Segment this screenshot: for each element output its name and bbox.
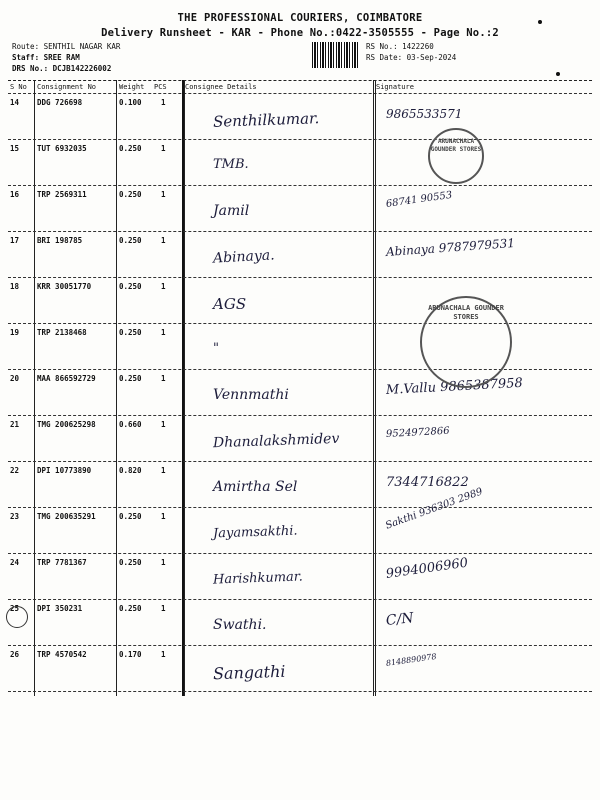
row-weight: 0.250	[119, 558, 142, 567]
row-consignee-handwriting: Jamil	[213, 203, 250, 219]
row-divider	[8, 185, 592, 186]
row-sno: 16	[10, 190, 20, 199]
row-weight: 0.250	[119, 190, 142, 199]
col-divider	[116, 80, 117, 696]
row-pcs: 1	[161, 144, 166, 153]
col-consignment: Consignment No	[37, 83, 97, 91]
row-signature: 9865533571	[386, 107, 463, 121]
row-consignment-no: TMG 200625298	[37, 420, 96, 429]
col-signature: Signature	[376, 83, 414, 91]
row-consignment-no: KRR 30051770	[37, 282, 92, 291]
row-consignment-no: DPI 10773890	[37, 466, 92, 475]
rs-no-text: RS No.: 1422260	[366, 42, 434, 51]
row-weight: 0.250	[119, 282, 142, 291]
row-pcs: 1	[161, 558, 166, 567]
row-consignee-handwriting: Amirtha Sel	[213, 479, 298, 495]
row-divider	[8, 553, 592, 554]
row-consignment-no: TMG 200635291	[37, 512, 96, 521]
row-weight: 0.250	[119, 374, 142, 383]
row-consignment-no: TRP 2569311	[37, 190, 87, 199]
row-pcs: 1	[161, 604, 166, 613]
col-divider	[375, 80, 376, 696]
row-consignment-no: TRP 2138468	[37, 328, 87, 337]
table-top-rule	[8, 80, 592, 81]
header-rule	[8, 93, 592, 94]
row-signature: 9994006960	[384, 555, 469, 582]
row-sno: 20	[10, 374, 20, 383]
row-25-circle-mark	[6, 606, 28, 628]
store-stamp	[420, 296, 512, 388]
staff-text: Staff: SREE RAM	[12, 53, 80, 62]
row-pcs: 1	[161, 420, 166, 429]
row-signature: 7344716822	[386, 475, 469, 490]
row-signature: 8148890978	[385, 651, 438, 668]
row-pcs: 1	[161, 190, 166, 199]
col-divider	[373, 80, 374, 696]
row-weight: 0.250	[119, 236, 142, 245]
row-signature: Abinaya 9787979531	[385, 236, 516, 259]
col-weight: Weight	[119, 83, 145, 91]
row-consignee-handwriting: Senthilkumar.	[212, 109, 320, 131]
row-signature: Sakthi 936303 2989	[384, 486, 485, 532]
row-sno: 24	[10, 558, 20, 567]
row-sno: 23	[10, 512, 20, 521]
drs-text: DRS No.: DCJB142226002	[12, 64, 112, 73]
col-sno: S No	[10, 83, 27, 91]
scan-dot	[556, 72, 560, 76]
row-divider	[8, 691, 592, 692]
row-sno: 17	[10, 236, 20, 245]
runsheet-table	[8, 80, 592, 696]
row-divider	[8, 599, 592, 600]
row-divider	[8, 461, 592, 462]
col-divider	[34, 80, 35, 696]
barcode	[312, 42, 360, 68]
row-weight: 0.820	[119, 466, 142, 475]
row-consignee-handwriting: Jayamsakthi.	[212, 523, 298, 542]
row-sno: 18	[10, 282, 20, 291]
row-sno: 15	[10, 144, 20, 153]
row-weight: 0.250	[119, 512, 142, 521]
row-consignee-handwriting: TMB.	[213, 157, 249, 172]
col-pcs: PCS	[154, 83, 167, 91]
row-weight: 0.250	[119, 604, 142, 613]
row-pcs: 1	[161, 374, 166, 383]
company-title: THE PROFESSIONAL COURIERS, COIMBATORE	[177, 12, 423, 24]
row-pcs: 1	[161, 650, 166, 659]
row-consignment-no: TUT 6932035	[37, 144, 87, 153]
rs-date-text: RS Date: 03-Sep-2024	[366, 53, 457, 62]
row-consignment-no: TRP 7781367	[37, 558, 87, 567]
row-pcs: 1	[161, 98, 166, 107]
row-divider	[8, 277, 592, 278]
row-pcs: 1	[161, 236, 166, 245]
row-consignment-no: BRI 198785	[37, 236, 83, 245]
row-sno: 26	[10, 650, 20, 659]
row-consignment-no: TRP 4570542	[37, 650, 87, 659]
row-pcs: 1	[161, 512, 166, 521]
stamp-text: ARUNACHALA GOUNDER STORES	[430, 138, 482, 153]
row-weight: 0.170	[119, 650, 142, 659]
row-divider	[8, 369, 592, 370]
row-divider	[8, 139, 592, 140]
scan-dot	[538, 20, 542, 24]
row-consignee-handwriting: Sangathi	[212, 661, 286, 684]
stamp-text: ARUNACHALA GOUNDER STORES	[428, 304, 504, 321]
row-weight: 0.100	[119, 98, 142, 107]
row-divider	[8, 645, 592, 646]
store-stamp	[428, 128, 484, 184]
row-sno: 21	[10, 420, 20, 429]
row-divider	[8, 231, 592, 232]
row-consignee-handwriting: AGS	[213, 295, 247, 313]
row-divider	[8, 507, 592, 508]
route-text: Route: SENTHIL NAGAR KAR	[12, 42, 121, 51]
row-consignee-handwriting: "	[213, 341, 219, 356]
row-pcs: 1	[161, 328, 166, 337]
row-consignment-no: MAA 866592729	[37, 374, 96, 383]
row-consignee-handwriting: Vennmathi	[213, 387, 289, 403]
row-weight: 0.250	[119, 144, 142, 153]
row-divider	[8, 415, 592, 416]
row-consignee-handwriting: Abinaya.	[212, 247, 276, 267]
row-consignee-handwriting: Dhanalakshmidev	[212, 430, 340, 452]
row-weight: 0.660	[119, 420, 142, 429]
row-signature: 68741 90553	[385, 189, 453, 210]
row-consignee-handwriting: Harishkumar.	[212, 569, 303, 588]
row-consignment-no: DDG 726698	[37, 98, 83, 107]
row-consignment-no: DPI 350231	[37, 604, 83, 613]
col-divider	[184, 80, 185, 696]
row-sno: 14	[10, 98, 20, 107]
row-signature: C/N	[385, 610, 415, 629]
runsheet-title: Delivery Runsheet - KAR - Phone No.:0422-3505555 - Page No.:2	[101, 27, 499, 39]
row-consignee-handwriting: Swathi.	[213, 617, 267, 633]
row-sno: 25	[10, 604, 20, 613]
row-signature: 9524972866	[385, 425, 450, 440]
row-signature: M.Vallu 9865387958	[385, 375, 524, 398]
row-sno: 19	[10, 328, 20, 337]
row-weight: 0.250	[119, 328, 142, 337]
row-sno: 22	[10, 466, 20, 475]
row-pcs: 1	[161, 282, 166, 291]
row-pcs: 1	[161, 466, 166, 475]
col-consignee: Consignee Details	[185, 83, 257, 91]
